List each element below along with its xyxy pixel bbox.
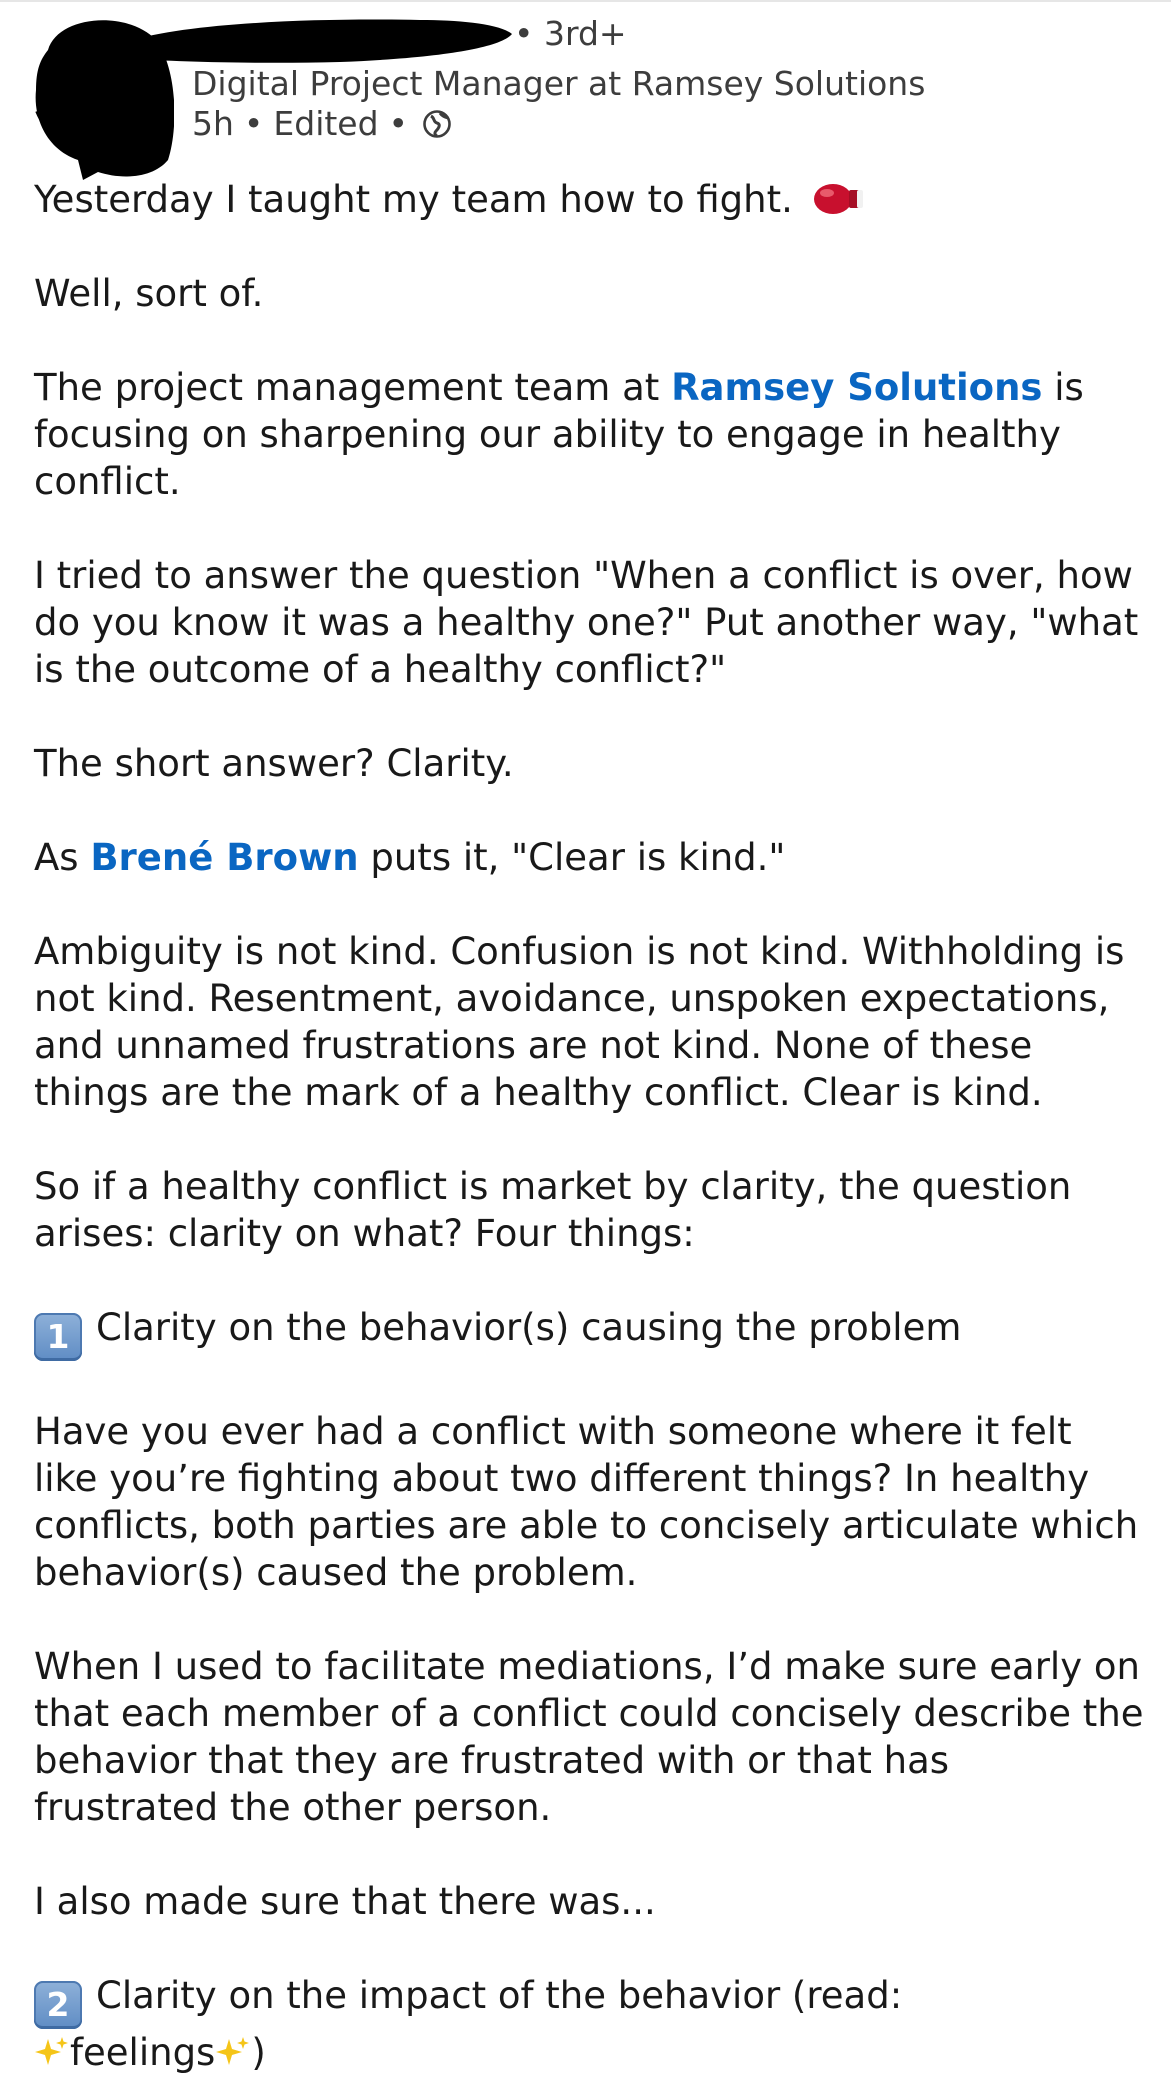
post-paragraph: Have you ever had a conflict with someone where it felt like you’re fighting about two different things? In healthy conflicts, both parties are able to concisely articulate which behavior(s) caused the problem. [34,1410,1139,1594]
sparkles-icon [215,2035,251,2071]
globe-icon [422,109,452,139]
post-paragraph [34,834,1144,881]
post-paragraph [34,364,1144,505]
post-paragraph: Well, sort of. [34,272,264,315]
post-time: 5h [192,104,234,143]
meta-separator: • [388,104,409,143]
redacted-name[interactable] [120,14,520,66]
list-item-2 [34,1972,1144,2076]
post-meta [192,104,452,143]
boxing-glove-icon [813,182,865,216]
post-body [34,176,1144,2076]
post-header [0,0,1171,180]
paragraph-text: puts it, "Clear is kind." [358,836,786,879]
list-item-1 [34,1304,1144,1361]
post-paragraph [34,176,1144,223]
paragraph-text: As [34,836,91,879]
list-item-text: Clarity on the impact of the behavior (read: [96,1974,903,2017]
connection-degree: • 3rd+ [514,14,627,53]
mention-ramsey-solutions[interactable]: Ramsey Solutions [671,366,1043,409]
paragraph-text: The project management team at [34,366,672,409]
post-paragraph: When I used to facilitate mediations, I’d make sure early on that each member of a conflict could concisely describe the behavior that they are frustrated with or that has frustrated the other person. [34,1645,1144,1829]
mention-brene-brown[interactable]: Brené Brown [90,836,359,879]
post-paragraph: Ambiguity is not kind. Confusion is not kind. Withholding is not kind. Resentment, avoidance, unspoken expectations, and unnamed frustrations are not kind. None of these things are the mark of a healthy conflict. Clear is kind. [34,930,1125,1114]
keycap-two-icon: 2 [34,1981,82,2029]
meta-separator: • [243,104,264,143]
post-paragraph: I also made sure that there was... [34,1880,656,1923]
closing-paren: ) [251,2031,266,2074]
paragraph-text: is focusing on sharpening our ability to engage in healthy conflict. [34,366,1084,503]
edited-label: Edited [273,104,379,143]
list-item-text: Clarity on the behavior(s) causing the problem [96,1306,962,1349]
paragraph-text: Yesterday I taught my team how to fight. [34,178,793,221]
author-headline: Digital Project Manager at Ramsey Solutions [192,64,926,103]
post-paragraph: The short answer? Clarity. [34,742,514,785]
keycap-one-icon: 1 [34,1313,82,1361]
post-paragraph: So if a healthy conflict is market by clarity, the question arises: clarity on what? Four things: [34,1165,1072,1255]
post-paragraph: I tried to answer the question "When a conflict is over, how do you know it was a healthy one?" Put another way, "what is the outcome of a healthy conflict?" [34,554,1139,691]
sparkles-icon [34,2035,70,2071]
feelings-word: feelings [70,2031,216,2074]
